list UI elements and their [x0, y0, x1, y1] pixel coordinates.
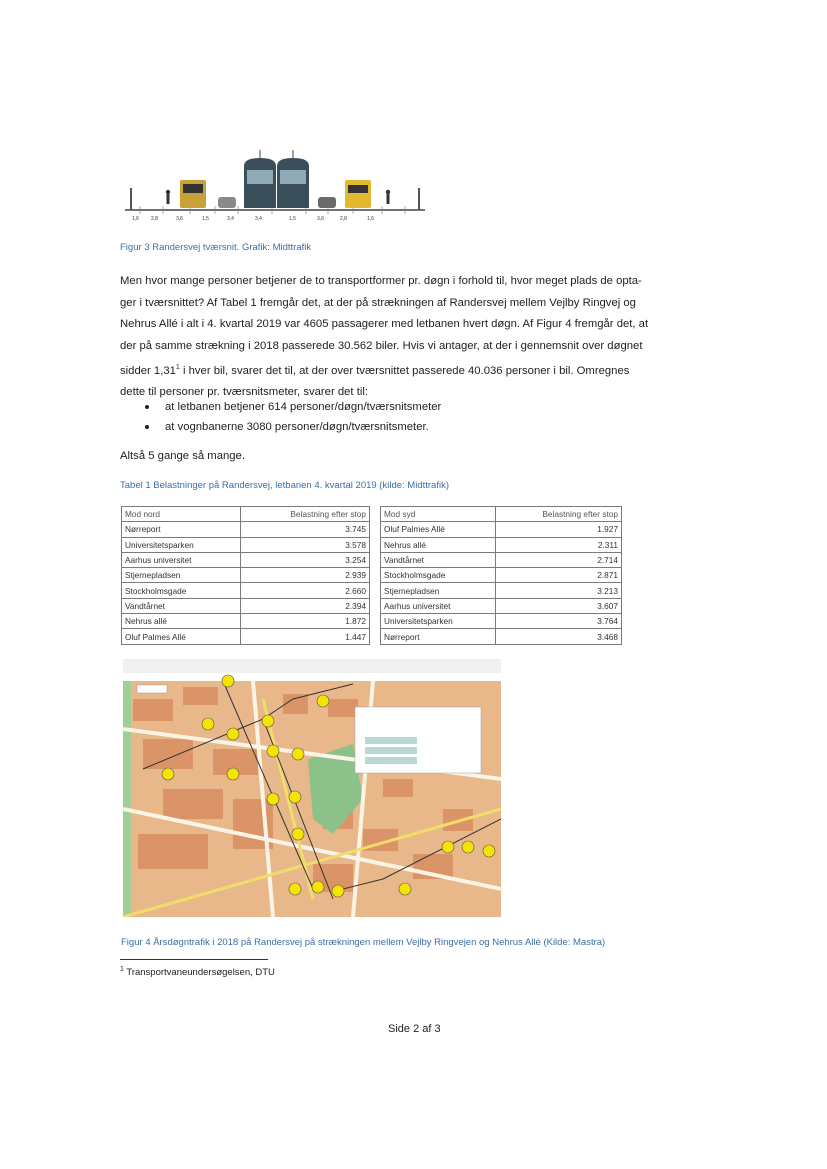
- stop-name-cell: Vandtårnet: [381, 552, 496, 567]
- footnote-text: Transportvaneundersøgelsen, DTU: [123, 967, 275, 979]
- column-header: Belastning efter stop: [240, 507, 369, 522]
- stop-name-cell: Oluf Palmes Allé: [381, 522, 496, 537]
- stop-name-cell: Aarhus universitet: [381, 598, 496, 613]
- paragraph-text: sidder 1,31: [120, 364, 176, 377]
- lane-width-label: 1,6: [367, 216, 374, 222]
- load-value-cell: 3.254: [240, 552, 369, 567]
- column-header: Mod syd: [381, 507, 496, 522]
- lane-width-label: 2,8: [151, 216, 158, 222]
- load-value-cell: 2.311: [496, 537, 622, 552]
- lane-width-label: 3,6: [176, 216, 183, 222]
- table-row: [381, 522, 622, 537]
- stop-name-cell: Nørreport: [381, 629, 496, 644]
- page-number: Side 2 af 3: [388, 1023, 441, 1035]
- load-value-cell: 3.745: [240, 522, 369, 537]
- footnote-ref[interactable]: 1: [175, 364, 180, 371]
- table-mod-nord: [121, 506, 370, 645]
- paragraph-line: der på samme strækning i 2018 passerede 30.562 biler. Hvis vi antager, at der i gennemsnit over døgnet: [120, 339, 643, 352]
- traffic-map-figure: [123, 659, 501, 917]
- lane-width-label: 2,8: [340, 216, 347, 222]
- figure4-caption: Figur 4 Årsdøgntrafik i 2018 på Randersvej på strækningen mellem Vejlby Ringvejen og Nehrus Allé (Kilde: Mastra): [121, 937, 606, 948]
- stop-name-cell: Nørreport: [122, 522, 241, 537]
- stop-name-cell: Universitetsparken: [122, 537, 241, 552]
- table-row: [122, 552, 370, 567]
- bullet-item: [145, 397, 441, 417]
- bullet-text: at letbanen betjener 614 personer/døgn/tværsnitsmeter: [165, 401, 442, 413]
- stop-name-cell: Nehrus allé: [381, 537, 496, 552]
- footnote: [120, 966, 275, 978]
- table-row: [122, 568, 370, 583]
- load-value-cell: 2.871: [496, 568, 622, 583]
- table-row: [122, 629, 370, 644]
- table-row: [381, 614, 622, 629]
- stop-name-cell: Stjernepladsen: [381, 583, 496, 598]
- load-value-cell: 3.607: [496, 598, 622, 613]
- table-row: [381, 568, 622, 583]
- table1-caption: Tabel 1 Belastninger på Randersvej, letbanen 4. kvartal 2019 (kilde: Midttrafik): [120, 480, 449, 491]
- bullet-list: [145, 397, 441, 437]
- load-value-cell: 2.394: [240, 598, 369, 613]
- load-value-cell: 3.468: [496, 629, 622, 644]
- bullet-text: at vognbanerne 3080 personer/døgn/tværsnitsmeter.: [165, 421, 429, 433]
- stop-name-cell: Oluf Palmes Allé: [122, 629, 241, 644]
- load-value-cell: 2.939: [240, 568, 369, 583]
- table-row: [122, 537, 370, 552]
- stop-name-cell: Stockholmsgade: [122, 583, 241, 598]
- load-value-cell: 2.714: [496, 552, 622, 567]
- table-row: [122, 522, 370, 537]
- stop-name-cell: Stockholmsgade: [381, 568, 496, 583]
- bullet-icon: [145, 425, 149, 429]
- load-value-cell: 1.927: [496, 522, 622, 537]
- lane-width-label: 3,4: [227, 216, 234, 222]
- stop-name-cell: Universitetsparken: [381, 614, 496, 629]
- paragraph-line: Men hvor mange personer betjener de to transportformer pr. døgn i forhold til, hvor meget plads de opta-: [120, 275, 642, 287]
- bullet-icon: [145, 405, 149, 409]
- load-value-cell: 1.447: [240, 629, 369, 644]
- paragraph-line: ger i tværsnittet? Af Tabel 1 fremgår det, at der på strækningen af Randersvej mellem Vejlby Ringvej og: [120, 296, 636, 309]
- table-row: [381, 537, 622, 552]
- stop-name-cell: Aarhus universitet: [122, 552, 241, 567]
- table-row: [381, 598, 622, 613]
- paragraph-text: i hver bil, svarer det til, at der over tværsnittet passerede 40.036 personer i bil. Omregnes: [179, 364, 630, 377]
- footnote-mark: 1: [120, 966, 124, 973]
- load-value-cell: 3.764: [496, 614, 622, 629]
- paragraph-line: [120, 357, 705, 382]
- column-header: Mod nord: [122, 507, 241, 522]
- conclusion-text: Altså 5 gange så mange.: [120, 450, 245, 462]
- load-value-cell: 3.213: [496, 583, 622, 598]
- table-row: [381, 552, 622, 567]
- table-row: [122, 583, 370, 598]
- load-value-cell: 1.872: [240, 614, 369, 629]
- load-value-cell: 3.578: [240, 537, 369, 552]
- table-row: [381, 629, 622, 644]
- lane-width-label: 3,4: [255, 216, 262, 222]
- figure3-caption: Figur 3 Randersvej tværsnit. Grafik: Midttrafik: [120, 242, 312, 253]
- stop-name-cell: Nehrus allé: [122, 614, 241, 629]
- footnote-divider: [120, 959, 268, 960]
- lane-width-label: 1,6: [132, 216, 139, 222]
- paragraph-line: Nehrus Allé i alt i 4. kvartal 2019 var 4605 passagerer med letbanen hvert døgn. Af Figur 4 fremgår det, at: [120, 318, 649, 330]
- lane-width-label: 1,5: [289, 216, 296, 222]
- load-value-cell: 2.660: [240, 583, 369, 598]
- stop-name-cell: Vandtårnet: [122, 598, 241, 613]
- column-header: Belastning efter stop: [496, 507, 622, 522]
- table-header-row: [122, 507, 370, 522]
- cross-section-figure: [120, 140, 430, 230]
- table-mod-syd: [380, 506, 622, 645]
- table-row: [381, 583, 622, 598]
- table-row: [122, 598, 370, 613]
- table-row: [122, 614, 370, 629]
- lane-width-label: 3,6: [317, 216, 324, 222]
- table-header-row: [381, 507, 622, 522]
- body-paragraph: [120, 271, 705, 404]
- stop-name-cell: Stjernepladsen: [122, 568, 241, 583]
- lane-width-label: 1,5: [202, 216, 209, 222]
- bullet-item: [145, 417, 441, 437]
- paragraph-line: dette til personer pr. tværsnitsmeter, svarer det til:: [120, 386, 369, 399]
